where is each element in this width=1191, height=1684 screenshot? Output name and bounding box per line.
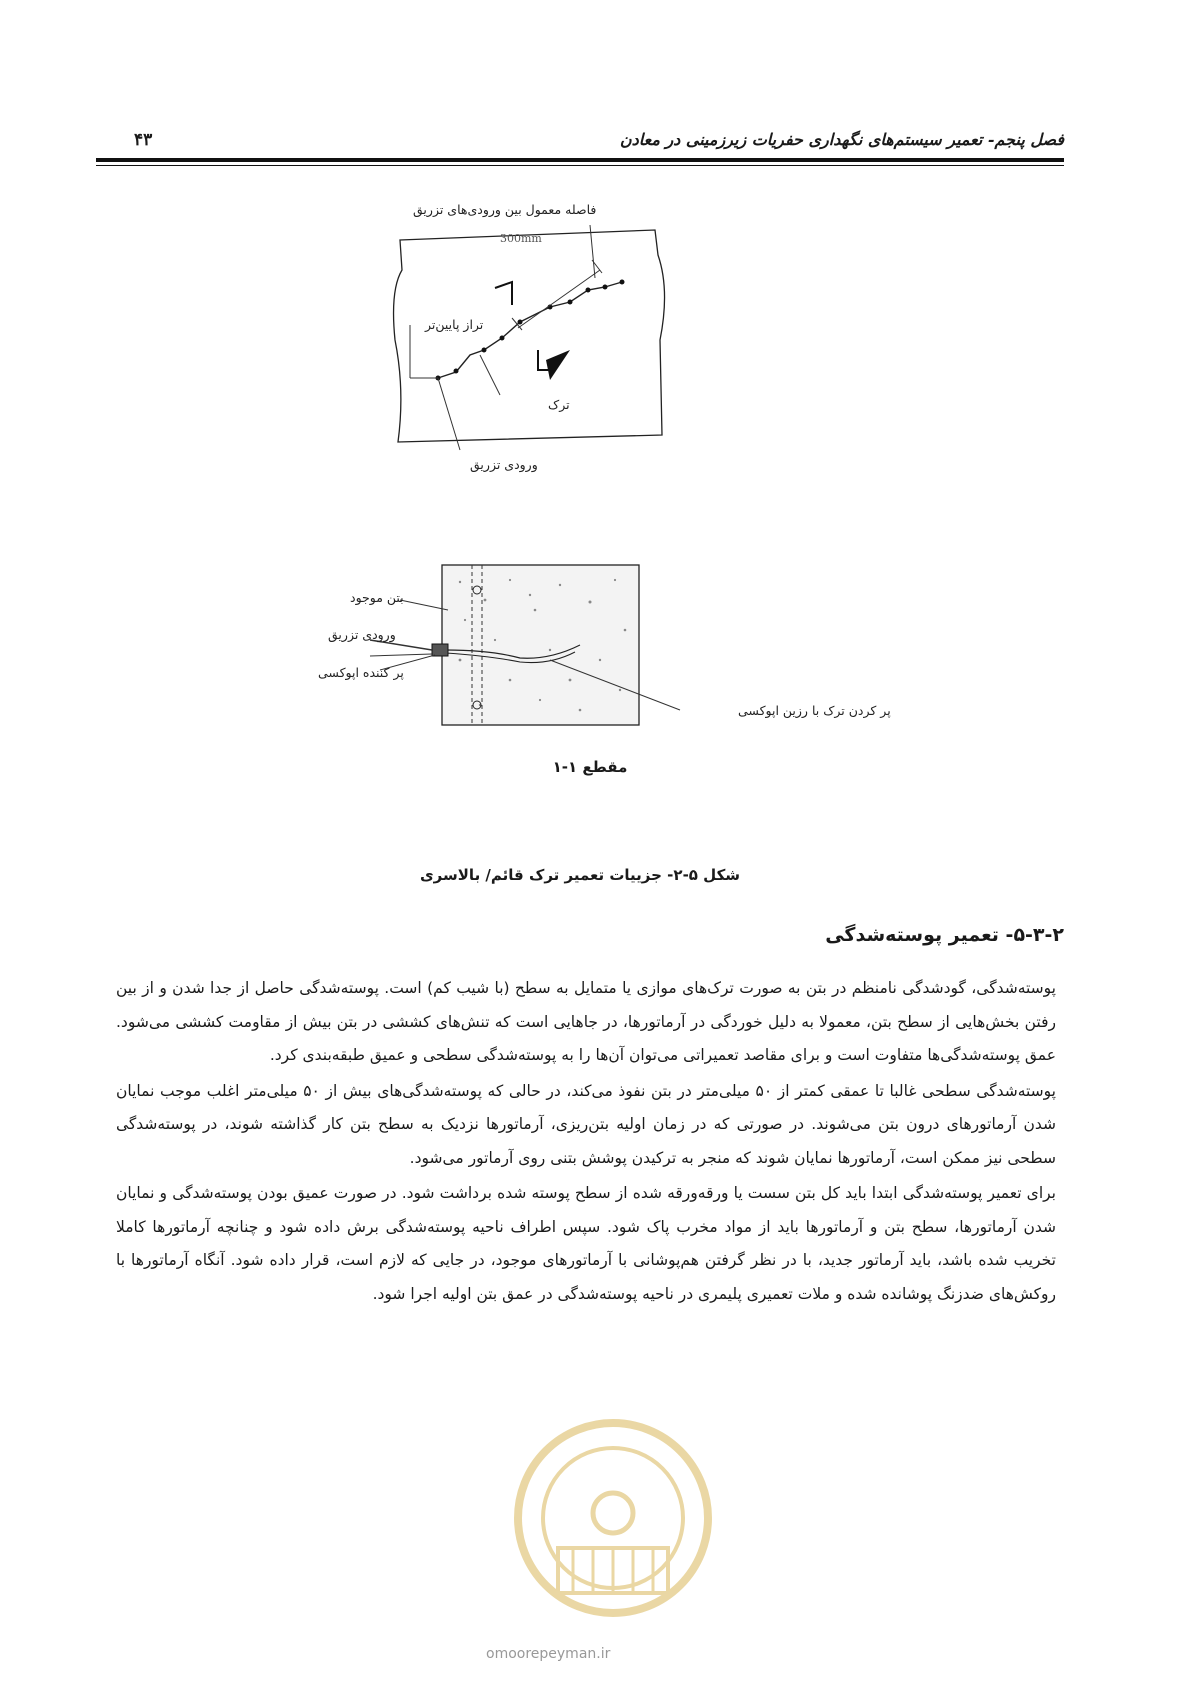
paragraph: پوسته‌شدگی، گودشدگی نامنظم در بتن به صورت ترک‌های موازی یا متمایل به سطح (با شیب کم) است. پوسته‌شدگی حاصل از جدا شدن و از بین رفتن بخش‌هایی از سطح بتن، معمولا به دلیل خوردگی در آرماتورها، در جاهایی است که تنش‌های کششی در بتن بیش از مقاومت کششی می‌شود. عمق پوسته‌شدگی‌ها متفاوت است و برای مقاصد تعمیراتی می‌توان آن‌ها را به پوسته‌شدگی سطحی و عمیق طبقه‌بندی کرد. [116, 979, 1056, 1064]
chapter-title: فصل پنجم- تعمیر سیستم‌های نگهداری حفریات زیرزمینی در معادن [619, 130, 1064, 149]
label-300mm: 300mm [500, 232, 542, 245]
label-spacing: فاصله معمول بین ورودی‌های تزریق [413, 202, 597, 217]
header-rule-thin [96, 165, 1064, 166]
label-epoxy-filler: پر کننده اپوکسی [318, 665, 404, 680]
label-lower-level: تراز پایین‌تر [425, 317, 484, 332]
body-text [116, 972, 1056, 1311]
watermark-url: omoorepeyman.ir [486, 1646, 611, 1662]
label-crack: ترک [548, 397, 570, 412]
paragraph: پوسته‌شدگی سطحی غالبا تا عمقی کمتر از ۵۰ میلی‌متر در بتن نفوذ می‌کند، در حالی که پوسته‌شدگی‌های بیش از ۵۰ میلی‌متر اغلب موجب نمایان شدن آرماتورهای درون بتن می‌شوند. در صورتی که در زمان اولیه بتن‌ریزی، آرماتورها نزدیک به سطح بتن کار گذاشته شوند، در پوسته‌شدگی سطحی نیز ممکن است، آرماتورها نمایان شوند که منجر به ترکیدن پوشش بتنی روی آرماتور می‌شود. [116, 1081, 1056, 1167]
label-fill-crack: پر کردن ترک با رزین اپوکسی [738, 703, 891, 718]
publisher-seal-watermark [478, 1398, 748, 1648]
section-heading: ۵-۳-۲- تعمیر پوسته‌شدگی [825, 924, 1064, 946]
label-injection-inlet-sec: ورودی تزریق [328, 627, 396, 642]
label-existing-concrete: بتن موجود [350, 590, 404, 605]
figure-drawing [250, 210, 930, 810]
page-number: ۴۳ [134, 130, 153, 150]
figure-crack-repair [250, 202, 930, 850]
section-title: مقطع ۱-۱ [552, 758, 628, 776]
figure-caption: شکل ۵-۲- جزییات تعمیر ترک قائم/ بالاسری [419, 866, 741, 884]
plan-panel-outline [394, 230, 665, 442]
header-rule-thick [96, 158, 1064, 162]
page-header [96, 128, 1064, 158]
label-injection-inlet-top: ورودی تزریق [470, 457, 538, 472]
paragraph: برای تعمیر پوسته‌شدگی ابتدا باید کل بتن سست یا ورقه‌ورقه شده از سطح پوسته شده برداشت شود. در صورت عمیق بودن پوسته‌شدگی و نمایان شدن آرماتورها، سطح بتن و آرماتورها باید از مواد مخرب پاک شود. سپس اطراف ناحیه پوسته‌شدگی برش داده شود و چنانچه آرماتورها کاملا تخریب شده باشد، باید آرماتور جدید، با در نظر گرفتن هم‌پوشانی با آرماتورهای موجود، در جایی که لازم است، قرار داده شود. آنگاه آرماتورها با روکش‌های ضدزنگ پوشانده شده و ملات تعمیری پلیمری در ناحیه پوسته‌شدگی در عمق بتن اولیه اجرا شود. [116, 1184, 1056, 1303]
injection-port [432, 644, 448, 656]
